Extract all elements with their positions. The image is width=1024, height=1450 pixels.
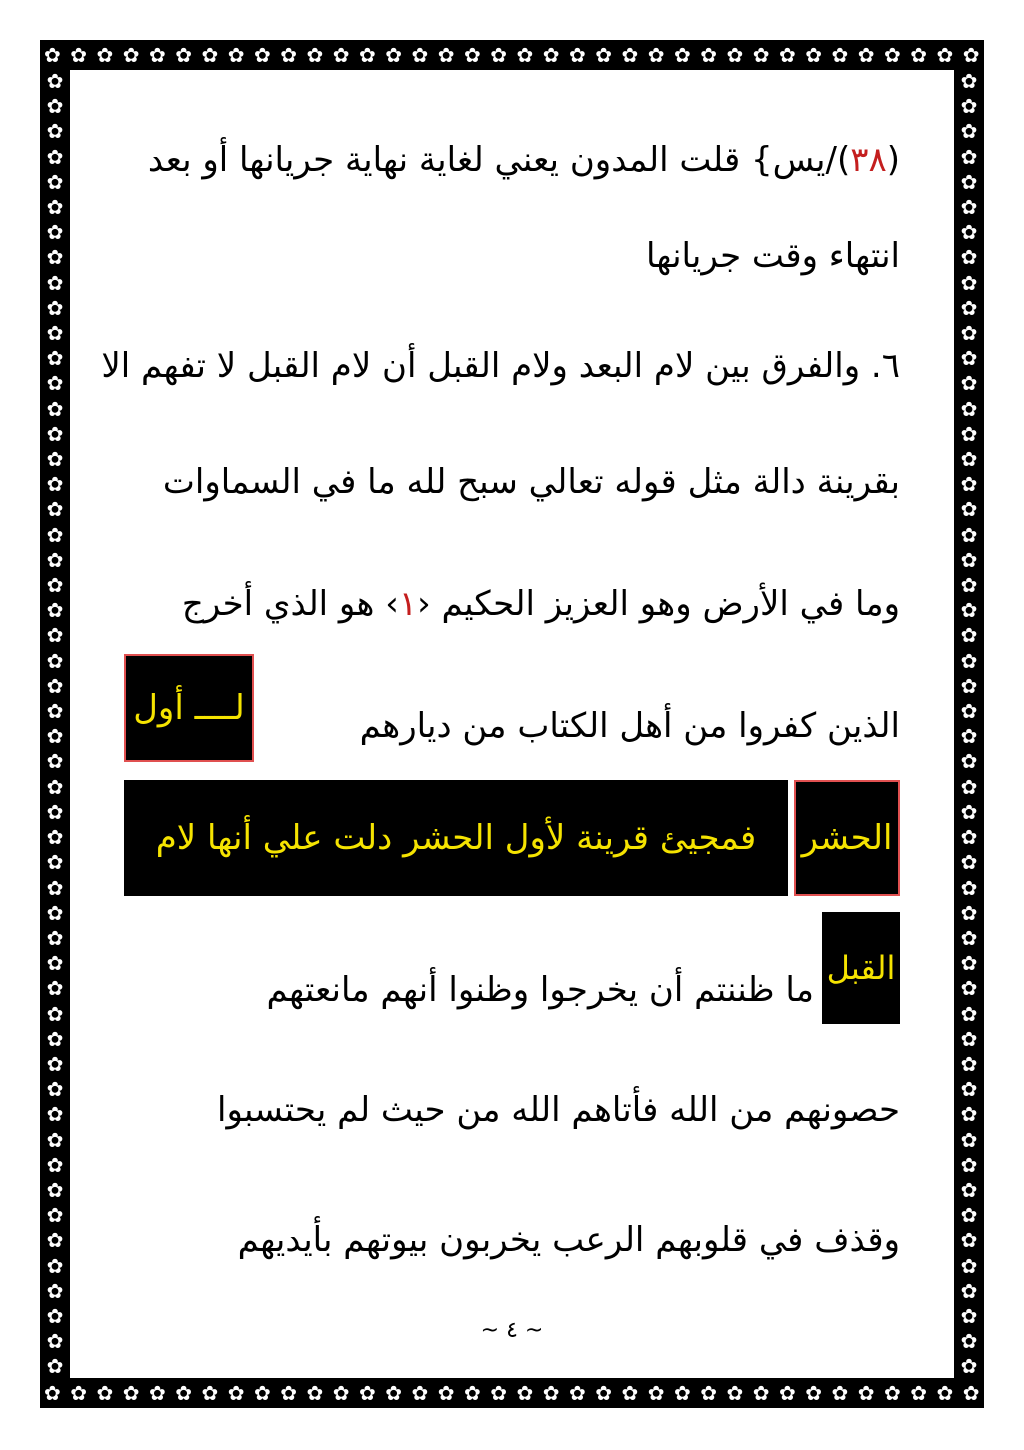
ornament-glyph: ✿	[936, 43, 954, 67]
ornament-glyph: ✿	[960, 673, 978, 698]
text-line-5: وما في الأرض وهو العزيز الحكيم ‹١› هو الذي أخرج	[181, 584, 900, 624]
ornament-glyph: ✿	[831, 43, 849, 67]
ornament-glyph: ✿	[960, 1001, 978, 1026]
ornament-glyph: ✿	[960, 850, 978, 875]
text-line-2: انتهاء وقت جريانها	[646, 236, 900, 276]
ornament-glyph: ✿	[960, 724, 978, 749]
ornament-glyph: ✿	[46, 396, 64, 421]
ornament-glyph: ✿	[122, 1381, 140, 1405]
ornament-glyph: ✿	[227, 1381, 245, 1405]
ornament-glyph: ✿	[960, 825, 978, 850]
ornament-glyph: ✿	[726, 43, 744, 67]
ornament-glyph: ✿	[516, 43, 534, 67]
highlight-banner: فمجيئ قرينة لأول الحشر دلت علي أنها لام	[124, 780, 788, 896]
ornament-glyph: ✿	[46, 1102, 64, 1127]
ornament-glyph: ✿	[46, 1152, 64, 1177]
ornament-glyph: ✿	[46, 799, 64, 824]
ornament-glyph: ✿	[700, 43, 718, 67]
ornament-glyph: ✿	[46, 346, 64, 371]
text-line-10: وقذف في قلوبهم الرعب يخربون بيوتهم بأيديهم	[237, 1220, 900, 1260]
ornament-glyph: ✿	[960, 144, 978, 169]
ornament-glyph: ✿	[46, 1253, 64, 1278]
ornament-glyph: ✿	[960, 547, 978, 572]
ornament-glyph: ✿	[960, 220, 978, 245]
ornament-glyph: ✿	[960, 1177, 978, 1202]
ornament-glyph: ✿	[960, 346, 978, 371]
ornament-glyph: ✿	[960, 699, 978, 724]
ornament-glyph: ✿	[960, 119, 978, 144]
border-right-ornaments	[958, 70, 980, 1378]
ornament-glyph: ✿	[46, 1329, 64, 1354]
ornament-glyph: ✿	[595, 43, 613, 67]
ornament-glyph: ✿	[960, 1102, 978, 1127]
ornament-glyph: ✿	[960, 875, 978, 900]
highlight-hashr: الحشر	[794, 780, 900, 896]
ornament-glyph: ✿	[960, 1278, 978, 1303]
ornament-glyph: ✿	[46, 699, 64, 724]
highlight-qabl: القبل	[822, 912, 900, 1024]
ornament-glyph: ✿	[960, 447, 978, 472]
ornament-glyph: ✿	[936, 1381, 954, 1405]
text-line-4: بقرينة دالة مثل قوله تعالي سبح لله ما في السماوات	[162, 462, 900, 502]
ornament-glyph: ✿	[960, 799, 978, 824]
ornament-glyph: ✿	[960, 900, 978, 925]
ornament-glyph: ✿	[46, 1177, 64, 1202]
ornament-glyph: ✿	[46, 825, 64, 850]
ornament-glyph: ✿	[46, 94, 64, 119]
ornament-glyph: ✿	[46, 547, 64, 572]
ornament-glyph: ✿	[960, 421, 978, 446]
ornament-glyph: ✿	[960, 951, 978, 976]
ornament-glyph: ✿	[960, 1077, 978, 1102]
ornament-glyph: ✿	[46, 648, 64, 673]
text-line-3: ٦. والفرق بين لام البعد ولام القبل أن لام القبل لا تفهم الا	[101, 346, 900, 386]
ornament-glyph: ✿	[280, 1381, 298, 1405]
ornament-glyph: ✿	[46, 1278, 64, 1303]
ornament-glyph: ✿	[516, 1381, 534, 1405]
ornament-glyph: ✿	[411, 43, 429, 67]
ornament-glyph: ✿	[175, 43, 193, 67]
ornament-glyph: ✿	[960, 169, 978, 194]
ornament-glyph: ✿	[46, 749, 64, 774]
ornament-glyph: ✿	[46, 1354, 64, 1379]
ornament-glyph: ✿	[149, 1381, 166, 1405]
ornament-glyph: ✿	[962, 1381, 980, 1405]
ornament-glyph: ✿	[960, 1303, 978, 1328]
ornament-glyph: ✿	[857, 43, 875, 67]
ornament-glyph: ✿	[96, 43, 114, 67]
ornament-glyph: ✿	[884, 43, 901, 67]
ornament-glyph: ✿	[960, 1253, 978, 1278]
ornament-glyph: ✿	[46, 421, 64, 446]
ornament-glyph: ✿	[359, 1381, 376, 1405]
ornament-glyph: ✿	[46, 522, 64, 547]
ornament-glyph: ✿	[46, 875, 64, 900]
ornament-glyph: ✿	[884, 1381, 901, 1405]
text-line-1	[124, 120, 900, 200]
ornament-glyph: ✿	[960, 774, 978, 799]
ornament-glyph: ✿	[46, 724, 64, 749]
ornament-glyph: ✿	[464, 43, 481, 67]
ornament-glyph: ✿	[752, 1381, 770, 1405]
ornament-glyph: ✿	[46, 900, 64, 925]
border-left-ornaments	[44, 70, 66, 1378]
ornament-glyph: ✿	[910, 43, 928, 67]
ornament-glyph: ✿	[46, 774, 64, 799]
ornament-glyph: ✿	[960, 1127, 978, 1152]
ornament-glyph: ✿	[647, 1381, 665, 1405]
ornament-glyph: ✿	[960, 522, 978, 547]
ornament-glyph: ✿	[621, 1381, 639, 1405]
ornament-glyph: ✿	[960, 573, 978, 598]
ornament-glyph: ✿	[569, 1381, 586, 1405]
ornament-glyph: ✿	[960, 270, 978, 295]
ornament-glyph: ✿	[960, 94, 978, 119]
ornament-glyph: ✿	[254, 43, 271, 67]
ornament-glyph: ✿	[960, 1203, 978, 1228]
ornament-glyph: ✿	[779, 1381, 796, 1405]
ornament-glyph: ✿	[960, 472, 978, 497]
ornament-glyph: ✿	[359, 43, 376, 67]
number-open: (	[886, 140, 900, 180]
ornament-glyph: ✿	[960, 623, 978, 648]
ornament-glyph: ✿	[46, 1001, 64, 1026]
ornament-glyph: ✿	[960, 925, 978, 950]
ornament-glyph: ✿	[122, 43, 140, 67]
ornament-glyph: ✿	[46, 598, 64, 623]
ornament-glyph: ✿	[805, 43, 823, 67]
ornament-glyph: ✿	[70, 43, 88, 67]
ornament-glyph: ✿	[46, 321, 64, 346]
ornament-glyph: ✿	[46, 270, 64, 295]
ornament-glyph: ✿	[175, 1381, 193, 1405]
ornament-glyph: ✿	[960, 497, 978, 522]
ornament-glyph: ✿	[490, 1381, 508, 1405]
ornament-glyph: ✿	[227, 43, 245, 67]
ornament-glyph: ✿	[726, 1381, 744, 1405]
border-bottom-ornaments	[44, 1382, 980, 1404]
ornament-glyph: ✿	[960, 69, 978, 93]
ornament-glyph: ✿	[411, 1381, 429, 1405]
ornament-glyph: ✿	[44, 43, 61, 67]
ornament-glyph: ✿	[44, 1381, 61, 1405]
ornament-glyph: ✿	[46, 144, 64, 169]
ornament-glyph: ✿	[464, 1381, 481, 1405]
verse-number: ١	[398, 584, 418, 624]
ornament-glyph: ✿	[254, 1381, 271, 1405]
verse-number: ٣٨	[850, 140, 887, 180]
line-text: /يس} قلت المدون يعني لغاية نهاية جريانها أو بعد	[147, 140, 837, 180]
ornament-glyph: ✿	[569, 43, 586, 67]
ornament-glyph: ✿	[960, 749, 978, 774]
ornament-glyph: ✿	[46, 623, 64, 648]
ornament-glyph: ✿	[70, 1381, 88, 1405]
ornament-glyph: ✿	[46, 169, 64, 194]
ornament-glyph: ✿	[385, 1381, 403, 1405]
ornament-glyph: ✿	[595, 1381, 613, 1405]
ornament-glyph: ✿	[960, 1152, 978, 1177]
ornament-glyph: ✿	[46, 1051, 64, 1076]
text-line-8: ما ظننتم أن يخرجوا وظنوا أنهم مانعتهم	[266, 970, 814, 1010]
ornament-glyph: ✿	[831, 1381, 849, 1405]
ornament-glyph: ✿	[960, 1051, 978, 1076]
ornament-glyph: ✿	[46, 1228, 64, 1253]
ornament-glyph: ✿	[46, 447, 64, 472]
text-line-9: حصونهم من الله فأتاهم الله من حيث لم يحتسبوا	[217, 1090, 900, 1130]
ornament-glyph: ✿	[960, 371, 978, 396]
ornament-glyph: ✿	[332, 1381, 350, 1405]
ornament-glyph: ✿	[46, 195, 64, 220]
ornament-glyph: ✿	[46, 295, 64, 320]
ornament-glyph: ✿	[96, 1381, 114, 1405]
ornament-glyph: ✿	[960, 1329, 978, 1354]
ornament-glyph: ✿	[960, 1026, 978, 1051]
ornament-glyph: ✿	[46, 472, 64, 497]
ornament-glyph: ✿	[960, 648, 978, 673]
ornament-glyph: ✿	[332, 43, 350, 67]
ornament-glyph: ✿	[960, 1354, 978, 1379]
ornament-glyph: ✿	[46, 119, 64, 144]
ornament-glyph: ✿	[490, 43, 508, 67]
ornament-glyph: ✿	[674, 43, 691, 67]
ornament-glyph: ✿	[149, 43, 166, 67]
ornament-glyph: ✿	[542, 43, 560, 67]
number-close: )	[836, 140, 851, 180]
ornament-glyph: ✿	[46, 497, 64, 522]
highlight-awwal: لــــ أول	[124, 654, 254, 762]
ornament-glyph: ✿	[306, 1381, 324, 1405]
ornament-glyph: ✿	[201, 1381, 219, 1405]
text-line-6: الذين كفروا من أهل الكتاب من ديارهم	[359, 706, 900, 746]
ornament-glyph: ✿	[960, 295, 978, 320]
ornament-glyph: ✿	[621, 43, 639, 67]
border-top-ornaments	[44, 44, 980, 66]
ornament-glyph: ✿	[46, 673, 64, 698]
ornament-glyph: ✿	[437, 43, 455, 67]
ornament-glyph: ✿	[46, 371, 64, 396]
ornament-glyph: ✿	[700, 1381, 718, 1405]
ornament-glyph: ✿	[306, 43, 324, 67]
ornament-glyph: ✿	[960, 598, 978, 623]
ornament-glyph: ✿	[857, 1381, 875, 1405]
ornament-glyph: ✿	[960, 396, 978, 421]
ornament-glyph: ✿	[910, 1381, 928, 1405]
ornament-glyph: ✿	[46, 245, 64, 270]
ornament-glyph: ✿	[960, 321, 978, 346]
ornament-glyph: ✿	[46, 1077, 64, 1102]
ornament-glyph: ✿	[542, 1381, 560, 1405]
ornament-glyph: ✿	[805, 1381, 823, 1405]
ornament-glyph: ✿	[385, 43, 403, 67]
ornament-glyph: ✿	[46, 69, 64, 93]
ornament-glyph: ✿	[46, 1203, 64, 1228]
ornament-glyph: ✿	[280, 43, 298, 67]
ornament-glyph: ✿	[46, 573, 64, 598]
page-number: ~ ٤ ~	[480, 1318, 544, 1343]
ornament-glyph: ✿	[46, 976, 64, 1001]
ornament-glyph: ✿	[201, 43, 219, 67]
ornament-glyph: ✿	[437, 1381, 455, 1405]
ornament-glyph: ✿	[46, 220, 64, 245]
ornament-glyph: ✿	[960, 976, 978, 1001]
ornament-glyph: ✿	[674, 1381, 691, 1405]
ornament-glyph: ✿	[962, 43, 980, 67]
ornament-glyph: ✿	[779, 43, 796, 67]
ornament-glyph: ✿	[752, 43, 770, 67]
ornament-glyph: ✿	[46, 1127, 64, 1152]
ornament-glyph: ✿	[960, 1228, 978, 1253]
ornament-glyph: ✿	[647, 43, 665, 67]
ornament-glyph: ✿	[960, 245, 978, 270]
ornament-glyph: ✿	[46, 1303, 64, 1328]
ornament-glyph: ✿	[46, 1026, 64, 1051]
ornament-glyph: ✿	[960, 195, 978, 220]
ornament-glyph: ✿	[46, 925, 64, 950]
ornament-glyph: ✿	[46, 850, 64, 875]
ornament-glyph: ✿	[46, 951, 64, 976]
